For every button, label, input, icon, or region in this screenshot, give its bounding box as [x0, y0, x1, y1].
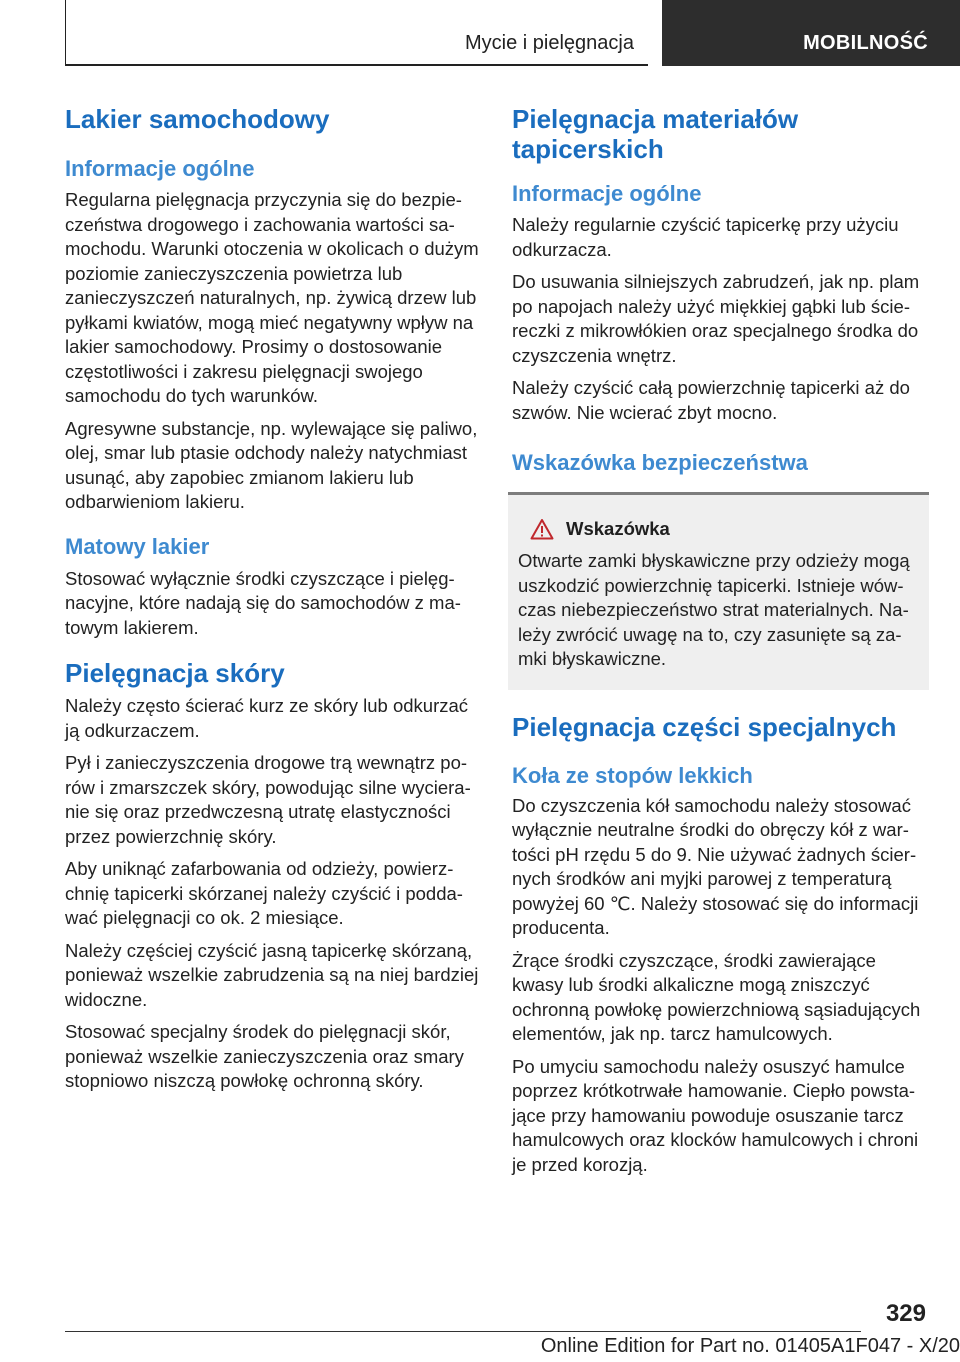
- paragraph-skora-3: Aby uniknąć zafarbowania od odzieży, powierzchnię tapicerki skórzanej należy czyścić i poddawać pielęgnacji co ok. 2 miesiące.: [65, 858, 463, 928]
- paragraph-matowy: Stosować wyłącznie środki czyszczące i pielęgnacyjne, które nadają się do samochodów z matowym lakierem.: [65, 567, 461, 638]
- safety-warning-box: [508, 492, 929, 690]
- heading-tapicerka: Pielęgnacja materiałów tapicerskich: [512, 104, 799, 164]
- paragraph-skora-5: Stosować specjalny środek do pielęgnacji skór, ponieważ wszelkie zanieczyszczenia oraz smary stopniowo niszczą powłokę ochronną skóry.: [65, 1021, 464, 1091]
- page-number: 329: [885, 1300, 926, 1327]
- heading-wskazowka: Wskazówka bezpieczeństwa: [512, 450, 808, 475]
- warning-title: [530, 517, 919, 541]
- paragraph-info-lakier: Regularna pielęgnacja przyczynia się do bezpieczeństwa drogowego i zachowania wartości samochodu. Warunki otoczenia w okolicach o dużym poziomie zanieczyszczenia powietrza lub zanieczyszczeń naturalnych, np. żywicą drzew lub pyłkami kwiatów, mogą mieć negatywny wpływ na lakier samochodowy. Prosimy o dostosowanie częstotliwości i zakresu pielęgnacji swojego samochodu do tych warunków.: [65, 189, 479, 406]
- paragraph-kola-1: Do czyszczenia kół samochodu należy stosować wyłącznie neutralne środki do obręczy kół z wartości pH rzędu 5 do 9. Nie używać żadnych ściernych środków ani myjki parowej z temperaturą powyżej 60 ℃. Należy stosować się do informacji producenta.: [512, 794, 919, 938]
- warning-text: Otwarte zamki błyskawiczne przy odzieży mogą uszkodzić powierzchnię tapicerki. Istnieje wówczas niebezpieczeństwo strat materialnych. Należy zwrócić uwagę na to, czy zasunięte są zamki błyskawiczne.: [518, 550, 910, 669]
- footer-edition: Online Edition for Part no. 01405A1F047 - X/20: [540, 1335, 960, 1357]
- warning-title-label: Wskazówka: [566, 518, 670, 539]
- heading-kola: Koła ze stopów lekkich: [512, 762, 753, 788]
- right-column: [512, 96, 927, 1177]
- paragraph-tap-2: Do usuwania silniejszych zabrudzeń, jak np. plam po napojach należy użyć miękkiej gąbki lub ściereczki z mikrowłókien oraz specjalnego środka do czyszczenia wnętrz.: [512, 271, 920, 366]
- paragraph-kola-2: Żrące środki czyszczące, środki zawierające kwasy lub środki alkaliczne mogą zniszczyć ochronną powłokę powierzchniową sąsiadujących elementów, jak np. tarcz hamulcowych.: [512, 949, 921, 1044]
- paragraph-tap-3: Należy czyścić całą powierzchnię tapicerki aż do szwów. Nie wcierać zbyt mocno.: [512, 377, 910, 423]
- header-divider-bottom: [65, 64, 648, 66]
- paragraph-agresywne: Agresywne substancje, np. wylewające się paliwo, olej, smar lub ptasie odchody należy natychmiast usunąć, aby zapobiec zmianom lakieru lub odbarwieniom lakieru.: [65, 417, 478, 512]
- heading-info-lakier: Informacje ogólne: [65, 156, 255, 181]
- warning-triangle-icon: [530, 518, 554, 540]
- section-title: Mycie i pielęgnacja: [465, 32, 634, 54]
- paragraph-tap-1: Należy regularnie czyścić tapicerkę przy użyciu odkurzacza.: [512, 214, 899, 260]
- left-column: [65, 96, 480, 1094]
- heading-specjalne: Pielęgnacja części specjalnych: [512, 711, 897, 742]
- heading-info-tapicerka: Informacje ogólne: [512, 181, 702, 206]
- heading-matowy: Matowy lakier: [65, 533, 210, 559]
- paragraph-skora-2: Pył i zanieczyszczenia drogowe trą wewnątrz porów i zmarszczek skóry, powodując silne wycieranie się oraz przedwczesną utratę elastyczności przez powierzchnię skóry.: [65, 752, 471, 847]
- paragraph-skora-1: Należy często ścierać kurz ze skóry lub odkurzać ją odkurzaczem.: [65, 695, 469, 741]
- chapter-tab: MOBILNOŚĆ: [662, 0, 960, 66]
- heading-lakier: Lakier samochodowy: [65, 104, 330, 134]
- heading-skora: Pielęgnacja skóry: [65, 658, 285, 688]
- page-header: [0, 0, 960, 66]
- paragraph-skora-4: Należy częściej czyścić jasną tapicerkę skórzaną, ponieważ wszelkie zabrudzenia są na niej bardziej widoczne.: [65, 939, 479, 1010]
- paragraph-kola-3: Po umyciu samochodu należy osuszyć hamulce poprzez krótkotrwałe hamowanie. Ciepło powstające przy hamowaniu powoduje osuszanie tarcz hamulcowych oraz klocków hamulcowych i chroni je przed korozją.: [512, 1055, 919, 1175]
